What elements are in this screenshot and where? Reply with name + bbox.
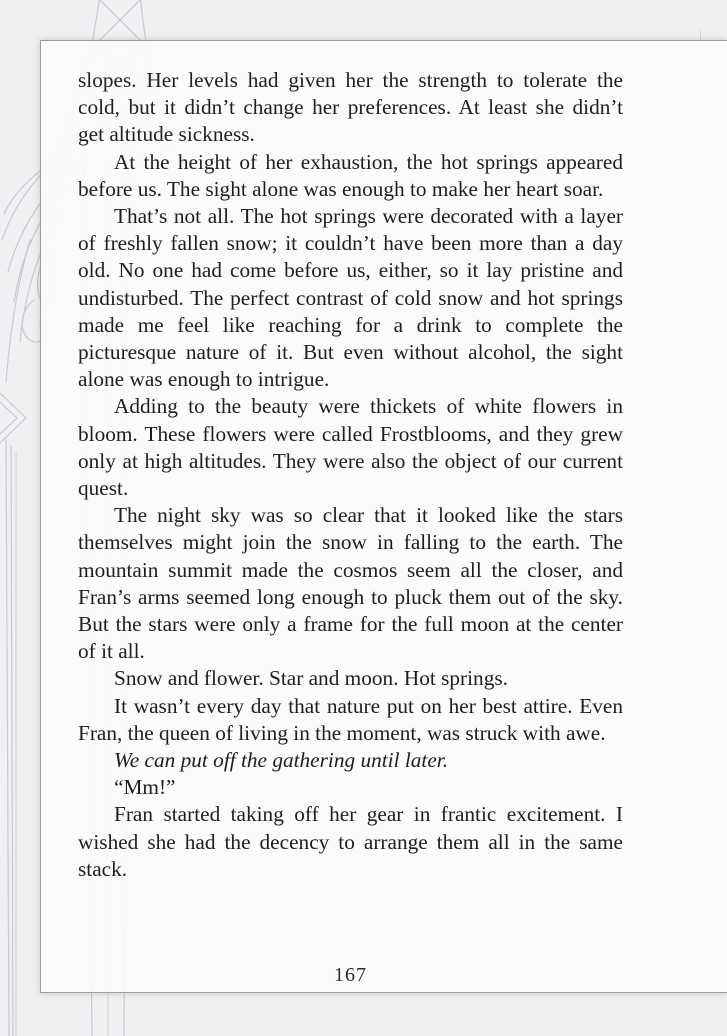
book-page (40, 40, 727, 993)
paragraph: Snow and flower. Star and moon. Hot springs. (114, 666, 508, 691)
paragraph: slopes. Her levels had given her the strength to tolerate the cold, but it didn’t change her preferences. At least she didn’t get altitude sickness. (78, 68, 623, 147)
paragraph: Fran started taking off her gear in frantic excitement. I wished she had the decency to arrange them all in the same stack. (78, 802, 623, 881)
paragraph: The night sky was so clear that it looked like the stars themselves might join the snow in falling to the earth. The mountain summit made the cosmos seem all the closer, and Fran’s arms seemed long enough to pluck them out of the sky. But the stars were only a frame for the full moon at the center of it all. (78, 503, 623, 664)
body-text (78, 41, 623, 883)
paragraph: Adding to the beauty were thickets of white flowers in bloom. These flowers were called Frostblooms, and they grew only at high altitudes. They were also the object of our current quest. (78, 394, 623, 501)
paragraph: We can put off the gathering until later. (114, 748, 449, 773)
paragraph: At the height of her exhaustion, the hot springs appeared before us. The sight alone was enough to make her heart soar. (78, 149, 623, 201)
paragraph: “Mm!” (114, 775, 176, 800)
paragraph: That’s not all. The hot springs were decorated with a layer of freshly fallen snow; it couldn’t have been more than a day old. No one had come before us, either, so it lay pristine and undisturbed. The perfect contrast of cold snow and hot springs made me feel like reaching for a drink to complete the picturesque nature of it. But even without alcohol, the sight alone was enough to intrigue. (78, 204, 623, 392)
paragraph: It wasn’t every day that nature put on her best attire. Even Fran, the queen of living in the moment, was struck with awe. (78, 693, 623, 745)
page-number: 167 (334, 964, 367, 986)
